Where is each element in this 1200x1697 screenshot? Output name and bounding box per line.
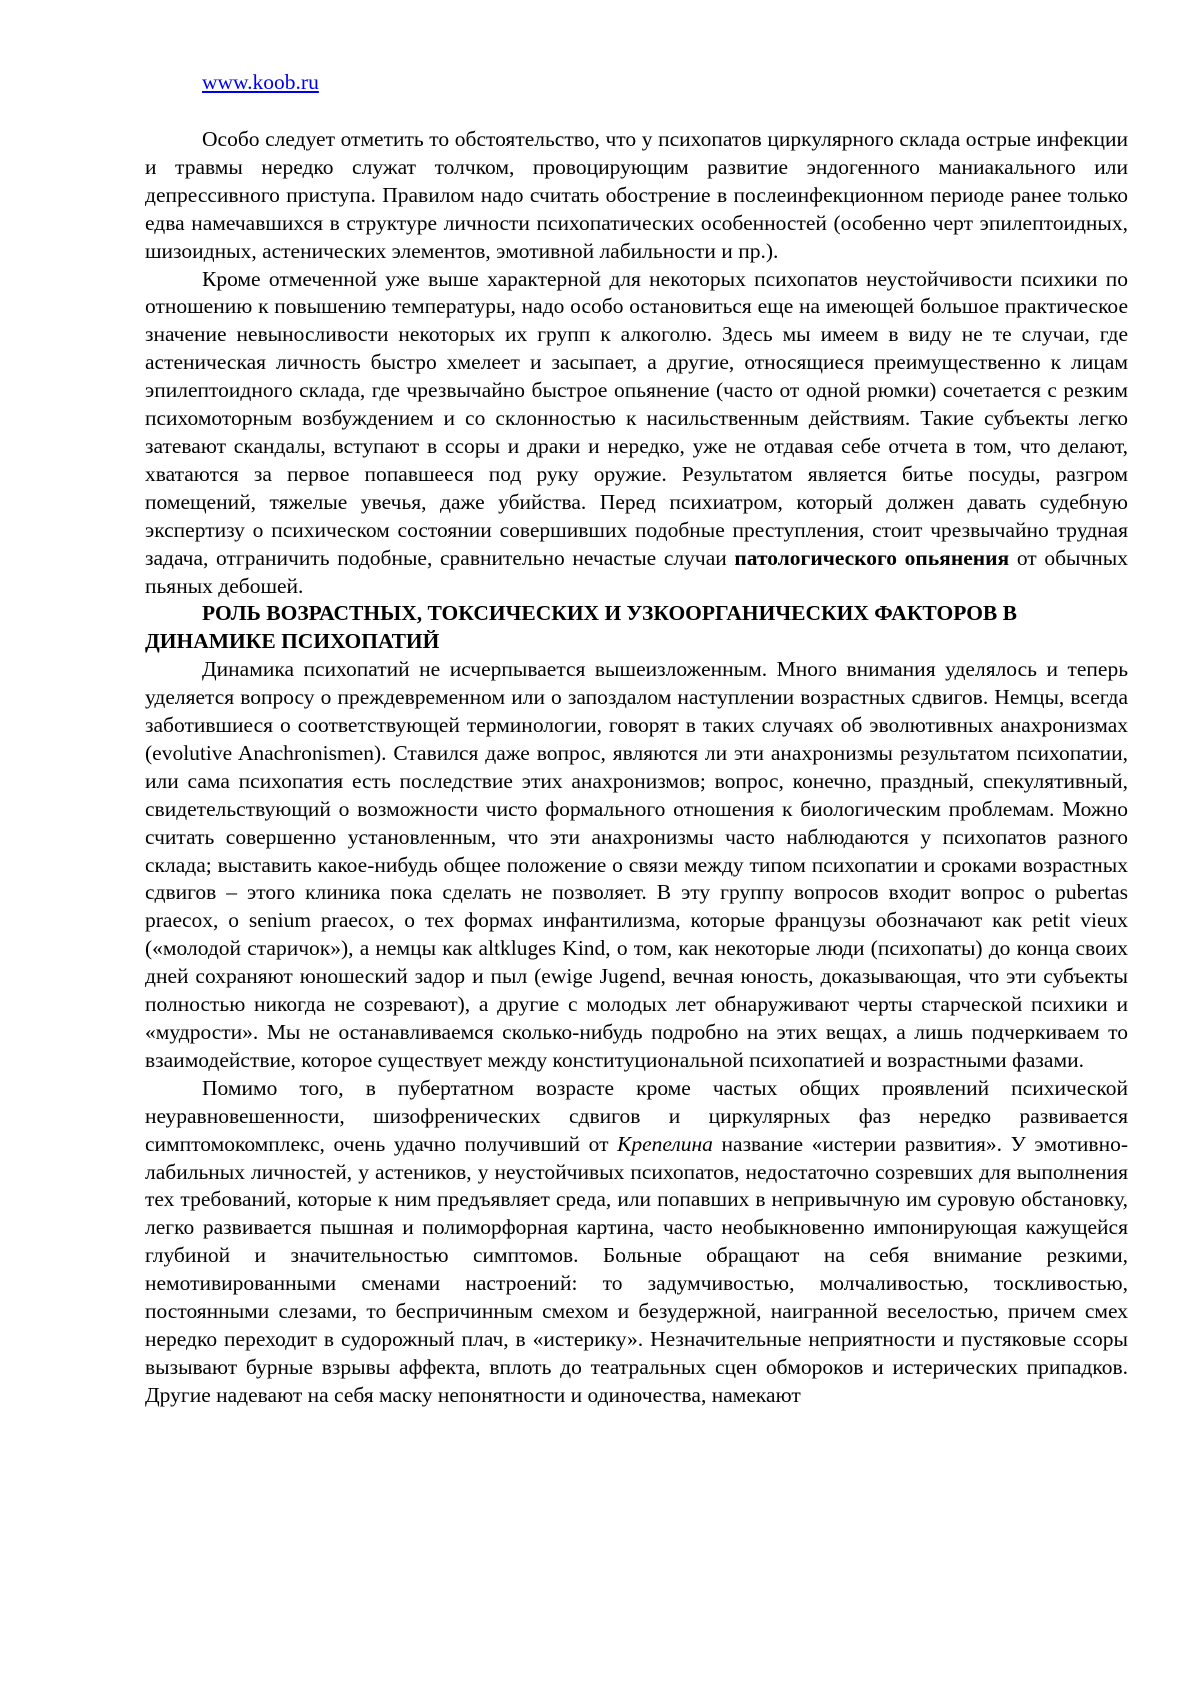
paragraph-3: Динамика психопатий не исчерпывается вышеизложенным. Много внимания уделялось и теперь уделяется вопросу о преждевременном или о запоздалом наступлении возрастных сдвигов. Немцы, всегда заботившиеся о соответствующей терминологии, говорят в таких случаях об эволютивных анахронизмах (evolutive Anachronismen). Ставился даже вопрос, являются ли эти анахронизмы результатом психопатии, или сама психопатия есть последствие этих анахронизмов; вопрос, конечно, праздный, спекулятивный, свидетельствующий о возможности чисто формального отношения к биологическим проблемам. Можно считать совершенно установленным, что эти анахронизмы часто наблюдаются у психопатов разного склада; выставить какое-нибудь общее положение о связи между типом психопатии и сроками возрастных сдвигов – этого клиника пока сделать не позволяет. В эту группу вопросов входит вопрос о pubertas praecox, о senium praecox, о тех формах инфантилизма, которые французы обозначают как petit vieux («молодой старичок»), а немцы как altkluges Kind, о том, как некоторые люди (психопаты) до конца своих дней сохраняют юношеский задор и пыл (ewige Jugend, вечная юность, доказывающая, что эти субъекты полностью никогда не созревают), а другие с молодых лет обнаруживают черты старческой психики и «мудрости». Мы не останавливаемся сколько-нибудь подробно на этих вещах, а лишь подчеркиваем то взаимодействие, которое существует между конституциональной психопатией и возрастными фазами. — [145, 657, 1128, 1072]
paragraph-2-text-start: Кроме отмеченной уже выше характерной для некоторых психопатов неустойчивости психики по отношению к повышению температуры, надо особо остановиться еще на имеющей большое практическое значение невыносливости некоторых их групп к алкоголю. Здесь мы имеем в виду не те случаи, где астеническая личность быстро хмелеет и засыпает, а другие, относящиеся преимущественно к лицам эпилептоидного склада, где чрезвычайно быстрое опьянение (часто от одной рюмки) сочетается с резким психомоторным возбуждением и со склонностью к насильственным действиям. Такие субъекты легко затевают скандалы, вступают в ссоры и драки и нередко, уже не отдавая себе отчета в том, что делают, хватаются за первое попавшееся под руку оружие. Результатом является битье посуды, разгром помещений, тяжелые увечья, даже убийства. Перед психиатром, который должен давать судебную экспертизу о психическом состоянии совершивших подобные преступления, стоит чрезвычайно трудная задача, отграничить подобные, сравнительно нечастые случаи — [145, 266, 1128, 570]
koob-site-link[interactable]: www.koob.ru — [202, 70, 319, 94]
paragraph-1: Особо следует отметить то обстоятельство, что у психопатов циркулярного склада острые инфекции и травмы нередко служат толчком, провоцирующим развитие эндогенного маниакального или депрессивного приступа. Правилом надо считать обострение в послеинфекционном периоде ранее только едва намечавшихся в структуре личности психопатических особенностей (особенно черт эпилептоидных, шизоидных, астенических элементов, эмотивной лабильности и пр.). — [145, 127, 1128, 263]
paragraph-2-bold-term: патологического опьянения — [734, 545, 1010, 570]
paragraph-4-italic-name: Крепелина — [617, 1131, 713, 1156]
paragraph-4-text-start: Помимо того, в пубертатном возрасте кроме частых общих проявлений психической неуравновешенности, шизофренических сдвигов и циркулярных фаз нередко развивается симптомокомплекс, очень удачно получивший от — [145, 1075, 1128, 1156]
paragraph-2-text-end: от обычных пьяных дебошей. — [145, 545, 1128, 598]
paragraph-4-text-end: название «истерии развития». У эмотивно-лабильных личностей, у астеников, у неустойчивых психопатов, недостаточно созревших для выполнения тех требований, которые к ним предъявляет среда, или попавших в непривычную им суровую обстановку, легко развивается пышная и полиморфорная картина, часто необыкновенно импонирующая кажущейся глубиной и значительностью симптомов. Больные обращают на себя внимание резкими, немотивированными сменами настроений: то задумчивостью, молчаливостью, тоскливостью, постоянными слезами, то беспричинным смехом и безудержной, наигранной веселостью, причем смех нередко переходит в судорожный плач, в «истерику». Незначительные неприятности и пустяковые ссоры вызывают бурные взрывы аффекта, вплоть до театральных сцен обмороков и истерических припадков. Другие надевают на себя маску непонятности и одиночества, намекают — [145, 1131, 1128, 1407]
section-heading: РОЛЬ ВОЗРАСТНЫХ, ТОКСИЧЕСКИХ И УЗКООРГАНИЧЕСКИХ ФАКТОРОВ В ДИНАМИКЕ ПСИХОПАТИЙ — [145, 601, 1017, 654]
paragraph-4 — [145, 1075, 1128, 1410]
document-page — [145, 68, 1128, 1410]
paragraph-2 — [145, 266, 1128, 601]
